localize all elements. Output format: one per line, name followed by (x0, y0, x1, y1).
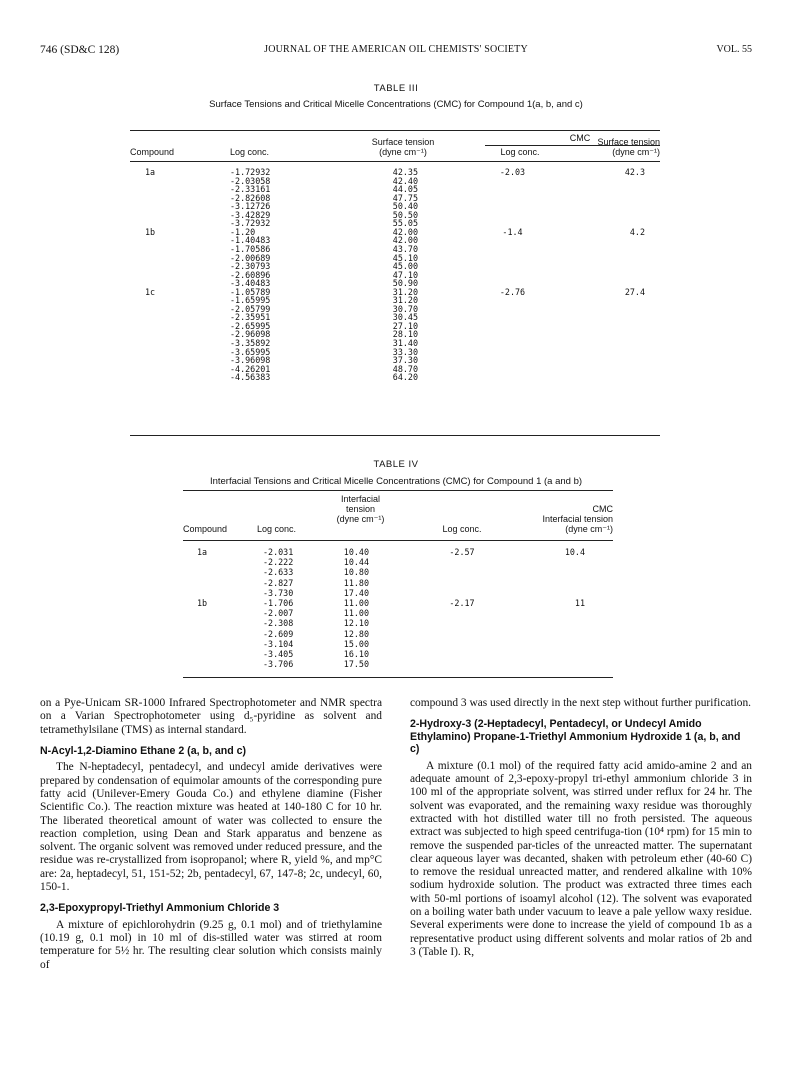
table3 (130, 130, 660, 436)
table3-log-cell: -3.35892 (230, 338, 271, 348)
table4-cmc-log-cell: -2.17 (449, 598, 475, 608)
table4-log-cell: -2.633 (263, 567, 294, 578)
table3-label: TABLE III (373, 83, 419, 94)
table4-compound-header: Compound (183, 524, 228, 534)
table3-log-cell: -3.72932 (230, 218, 271, 229)
table3-st-cell: 45.10 (392, 252, 418, 263)
table3-log-cell: -1.65995 (230, 295, 271, 306)
table4-compound-cell: 1b (197, 598, 208, 608)
table3-log-cell: -1.70586 (230, 243, 271, 254)
paragraph: The N-heptadecyl, pentadecyl, and undecyl amide derivatives were prepared by condensation of equimolar amounts of the corresponding pure fatty acid (Unilever-Emery Gouda Co.) and ethylene diamine (Fisher Scientific Co.). The reaction mixture was heated at 140-180 C for 10 hr. The liberated theoretical amount of water was collected to ensure the reaction completion, using Dean and Stark apparatus and benzene as solvent. The organic solvent was removed under reduced pressure, and the residue was re-crystallized from isopropanol; where R, yield %, and mp°C are: 2a, heptadecyl, 51, 151-52; 2b, pentadecyl, 67, 147-8; 2c, undecyl, 60, 150-1. (40, 761, 382, 894)
table3-st-cell: 31.40 (392, 338, 418, 348)
table4-it-cell: 11.00 (343, 608, 369, 619)
table3-log-cell: -2.00689 (230, 252, 271, 263)
table4-log-header: Log conc. (257, 524, 297, 534)
table4-log-cell: -3.104 (263, 638, 294, 649)
table4-log-cell: -3.706 (263, 659, 294, 670)
table3-cmc-st-cell: 4.2 (629, 226, 645, 237)
table4-it-cell: 11.80 (343, 577, 369, 588)
table3-log-cell: -1.05789 (230, 286, 271, 297)
table4-it-cell: 12.10 (343, 618, 369, 629)
table3-st-header-2: (dyne cm⁻¹) (379, 147, 427, 157)
table4-log-cell: -2.031 (263, 547, 294, 557)
table3-cmc-log-header: Log conc. (500, 147, 540, 157)
paragraph: A mixture of epichlorohydrin (9.25 g, 0.1 mol) and of triethylamine (10.19 g, 0.1 mol) in 10 ml of dis-stilled water was stirred at room temperature for 5½ hr. The resulting clear solution which consists mainly of (40, 918, 382, 971)
table3-log-cell: -3.12726 (230, 201, 271, 212)
volume-label: VOL. 55 (716, 44, 752, 55)
table3-st-cell: 50.90 (392, 278, 418, 289)
table3-log-cell: -2.96098 (230, 329, 271, 340)
table3-st-cell: 47.75 (392, 192, 418, 203)
table3-log-cell: -4.56383 (230, 372, 271, 383)
table3-log-cell: -2.33161 (230, 184, 271, 195)
table3-compound-cell: 1a (145, 167, 156, 177)
table3-st-cell: 30.45 (392, 312, 418, 323)
table3-log-cell: -2.65995 (230, 320, 271, 331)
table3-st-cell: 42.00 (392, 226, 418, 237)
table3-log-cell: -2.30793 (230, 261, 271, 272)
left-column (40, 697, 382, 972)
table4-log-cell: -3.405 (263, 649, 294, 659)
table3-st-cell: 31.20 (392, 286, 418, 297)
table3-compound-cell: 1c (145, 286, 156, 297)
table3-log-cell: -3.42829 (230, 209, 271, 220)
table3-cmc-log-cell: -2.03 (499, 167, 526, 177)
table3-cmc-log-cell: -2.76 (499, 286, 526, 297)
table4-bottom-rule (183, 677, 613, 678)
table3-cmc-st-header-2: (dyne cm⁻¹) (612, 147, 660, 157)
page-number: 746 (SD&C 128) (40, 44, 120, 56)
table3-st-cell: 30.70 (392, 303, 418, 314)
table4-header-rule (183, 540, 613, 541)
table4-log-cell: -2.609 (263, 628, 294, 639)
paragraph: A mixture (0.1 mol) of the required fatty acid amido-amine 2 and an adequate amount of 2,3-epoxy-propyl tri-ethyl ammonium chloride 3 in 100 ml of the appropriate solvent, was stirred under reflux for 24 hr. The solvent was evaporated, and the remaining waxy residue was thoroughly extracted with hot distilled water till no froth persisted. The aqueous extract was subjected to high speed centrifuga-tion (10⁴ rpm) for 15 min to remove the suspended par-ticles of the unreacted matter. The supernatant clear aqueous layer was decanted, shaken with petroleum ether (40-60 C) to remove the residual unreacted matter, and rendered alkaline with 10% sodium hydroxide solution. The product was extracted three times each with 50-ml portions of isoamyl alcohol (12). The solvent was evaporated on a boiling water bath under vacuum to leave a pale yellow waxy residue. Several experiments were done to increase the yield of compound 1b as a representative product using different solvents and molar ratios of 2b and 3 (Table I). R, (410, 759, 752, 958)
table3-log-header: Log conc. (230, 147, 270, 157)
table3-cmc-st-header-1: Surface tension (597, 137, 660, 147)
table3-log-cell: -3.96098 (230, 355, 271, 366)
table3-log-cell: -4.26201 (230, 363, 271, 374)
table3-top-rule (130, 130, 660, 131)
table4-log-cell: -2.007 (263, 608, 294, 619)
table3-st-cell: 43.70 (392, 243, 418, 254)
table3-st-cell: 42.40 (392, 175, 418, 186)
table4-it-cell: 10.40 (343, 547, 369, 557)
table3-st-cell: 42.00 (392, 235, 418, 246)
table4-it-cell: 17.50 (343, 659, 369, 670)
journal-title: JOURNAL OF THE AMERICAN OIL CHEMISTS' SOCIETY (264, 44, 528, 55)
table3-compound-header: Compound (130, 147, 175, 157)
table4-it-cell: 11.00 (343, 598, 369, 608)
table3-cmc-log-cell: -1.4 (502, 226, 523, 237)
table3-log-cell: -2.82608 (230, 192, 271, 203)
table3-log-cell: -2.05799 (230, 303, 271, 314)
table4 (183, 490, 613, 678)
table4-title: Interfacial Tensions and Critical Micelle Concentrations (CMC) for Compound 1 (a and b) (209, 476, 583, 487)
table3-st-cell: 28.10 (392, 329, 418, 340)
table3-log-cell: -1.72932 (230, 167, 271, 177)
table4-cmc-it-cell: 11 (574, 598, 585, 608)
table3-log-cell: -1.20 (230, 226, 256, 237)
table4-log-cell: -1.706 (263, 598, 294, 608)
table4-log-cell: -2.827 (263, 577, 294, 588)
table4-it-cell: 15.00 (343, 638, 369, 649)
table3-log-cell: -1.40483 (230, 235, 271, 246)
table4-cmc-header-1: CMC (592, 504, 613, 514)
table3-st-header-1: Surface tension (371, 137, 435, 147)
table3-log-cell: -2.60896 (230, 269, 271, 280)
section-heading: 2,3-Epoxypropyl-Triethyl Ammonium Chloride 3 (40, 902, 280, 915)
table3-st-cell: 50.40 (392, 201, 418, 212)
table3-st-cell: 55.05 (392, 218, 418, 229)
table3-header-rule (130, 161, 660, 162)
table4-log-cell: -3.730 (263, 587, 294, 598)
section-heading: N-Acyl-1,2-Diamino Ethane 2 (a, b, and c) (40, 744, 247, 757)
table3-st-cell: 48.70 (392, 363, 418, 374)
table3-st-cell: 45.00 (392, 261, 418, 272)
table4-log-cell: -2.308 (263, 618, 294, 629)
section-heading: 2-Hydroxy-3 (2-Heptadecyl, Pentadecyl, or Undecyl Amido Ethylamino) Propane-1-Triethyl Ammonium Hydroxide 1 (a, b, and c) (410, 718, 741, 756)
table3-st-cell: 50.50 (392, 209, 418, 220)
table4-it-header-3: (dyne cm⁻¹) (336, 514, 385, 524)
running-header (40, 44, 752, 60)
table4-log-cell: -2.222 (263, 557, 294, 568)
table3-cmc-header: CMC (569, 133, 591, 143)
table3-st-cell: 37.30 (392, 355, 418, 366)
table3-compound-cell: 1b (145, 226, 156, 237)
table3-log-cell: -2.03058 (230, 175, 271, 186)
table4-cmc-header-2: Interfacial tension (542, 514, 613, 524)
table4-it-cell: 10.80 (343, 567, 369, 578)
table3-st-cell: 44.05 (392, 184, 418, 195)
table4-it-header-1: Interfacial (340, 494, 381, 504)
table3-st-cell: 33.30 (392, 346, 418, 357)
table3-title: Surface Tensions and Critical Micelle Concentrations (CMC) for Compound 1(a, b, and c) (209, 99, 583, 110)
table4-it-cell: 16.10 (343, 649, 369, 659)
table4-it-header-2: tension (345, 504, 376, 514)
table3-log-cell: -2.35951 (230, 312, 271, 323)
table3-st-cell: 47.10 (392, 269, 418, 280)
table3-log-cell: -3.40483 (230, 278, 271, 289)
table3-st-cell: 64.20 (392, 372, 418, 383)
table4-label: TABLE IV (373, 459, 419, 470)
table4-cmc-it-cell: 10.4 (564, 547, 585, 557)
table3-bottom-rule (130, 435, 660, 436)
table4-compound-cell: 1a (197, 547, 208, 557)
table3-st-cell: 42.35 (392, 167, 418, 177)
table4-top-rule (183, 490, 613, 491)
table4-cmc-log-cell: -2.57 (449, 547, 475, 557)
paragraph: on a Pye-Unicam SR-1000 Infrared Spectrophotometer and NMR spectra on a Varian Spectrophotometer using d₅-pyridine as solvent and tetramethylsilane (TMS) as internal standard. (40, 697, 382, 736)
table3-st-cell: 31.20 (392, 295, 418, 306)
paragraph: compound 3 was used directly in the next step without further purification. (410, 697, 752, 709)
table4-it-cell: 12.80 (343, 628, 369, 639)
table4-cmc-log-header: Log conc. (442, 524, 482, 534)
table3-log-cell: -3.65995 (230, 346, 271, 357)
table3-cmc-st-cell: 42.3 (624, 167, 645, 177)
table4-it-cell: 17.40 (343, 587, 369, 598)
table3-st-cell: 27.10 (392, 320, 418, 331)
right-column (410, 697, 752, 959)
table4-cmc-header-3: (dyne cm⁻¹) (565, 524, 613, 534)
table4-it-cell: 10.44 (343, 557, 369, 568)
table3-cmc-st-cell: 27.4 (624, 286, 645, 297)
